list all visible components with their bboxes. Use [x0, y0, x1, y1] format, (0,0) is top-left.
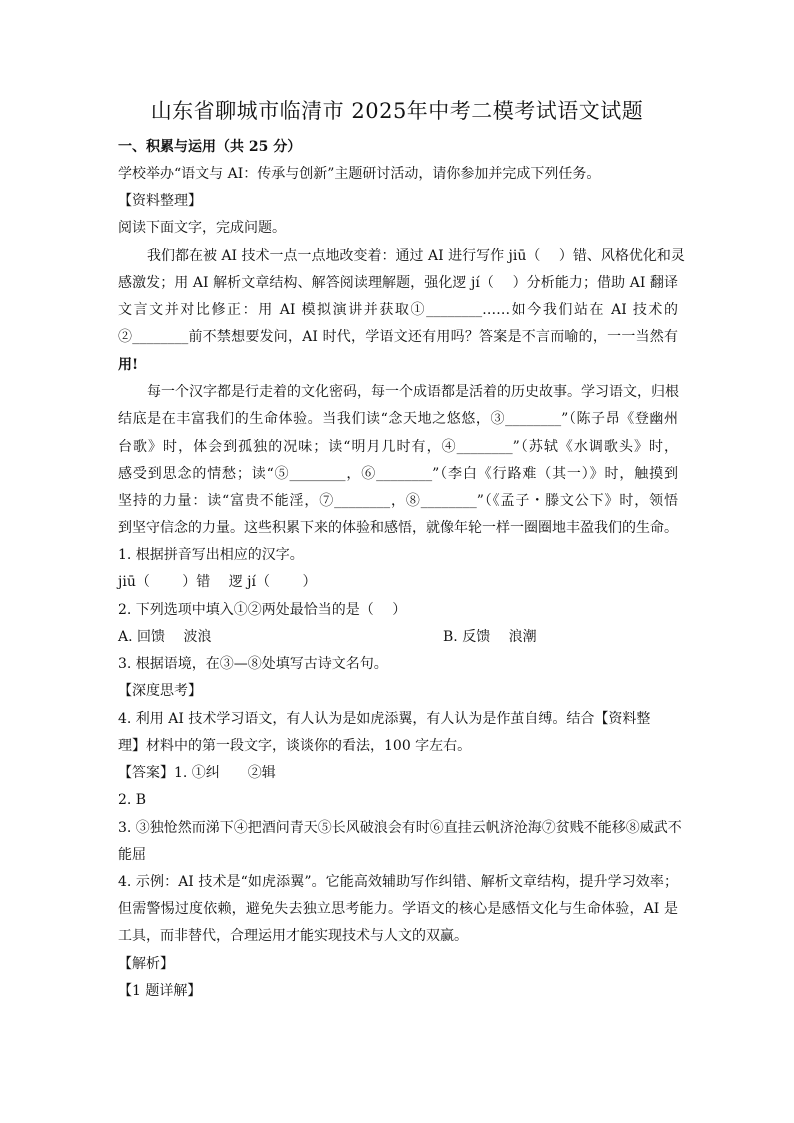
read-prompt: 阅读下面文字，完成问题。: [118, 220, 286, 236]
activity-intro: 学校举办“语文与 AI：传承与创新”主题研讨活动，请你参加并完成下列任务。: [118, 166, 601, 182]
passage-line: 坚持的力量：读“富贵不能淫，⑦________，⑧________”（《孟子・滕文公下》时，领悟: [118, 493, 678, 509]
option-b: B. 反馈 浪潮: [443, 629, 537, 645]
question-4-cont: 理】材料中的第一段文字，谈谈你的看法，100 字左右。: [118, 738, 472, 754]
answer-line: 4. 示例：AI 技术是“如虎添翼”。它能高效辅助写作纠错、解析文章结构，提升学习效率；: [118, 874, 678, 890]
answer-line: 能屈: [118, 847, 146, 863]
passage-line: 每一个汉字都是行走着的文化密码，每一个成语都是活着的历史故事。学习语文，归根: [147, 384, 679, 400]
question-1: 1. 根据拼音写出相应的汉字。: [118, 547, 304, 563]
question-2: 2. 下列选项中填入①②两处最恰当的是（ ）: [118, 602, 407, 618]
passage-line: 到坚守信念的力量。这些积累下来的体验和感悟，就像年轮一样一圈圈地丰盈我们的生命。: [118, 520, 678, 536]
passage-line: 文言文并对比修正：用 AI 模拟演讲并获取①________……如今我们站在 AI 技术的: [118, 302, 678, 318]
material-tag: 【资料整理】: [118, 193, 202, 209]
analysis-tag: 【解析】: [118, 956, 174, 972]
answer-line: 3. ③独怆然而涕下④把酒问青天⑤长风破浪会有时⑥直挂云帆济沧海⑦贫贱不能移⑧威武不: [118, 820, 682, 836]
question-4: 4. 利用 AI 技术学习语文，有人认为是如虎添翼，有人认为是作茧自缚。结合【资料整: [118, 711, 651, 727]
passage-line: 结底是在丰富我们的生命体验。当我们读“念天地之悠悠，③________”（陈子昂《登幽州: [118, 411, 678, 427]
question-1-blanks: jiū（ ）错 逻 jí（ ）: [118, 574, 317, 590]
passage-line: 感激发；用 AI 解析文章结构、解答阅读理解题，强化逻 jí（ ）分析能力；借助 AI 翻译: [118, 275, 678, 291]
section-heading: 一、积累与运用（共 25 分）: [118, 139, 302, 155]
question-3: 3. 根据语境，在③—⑧处填写古诗文名句。: [118, 656, 388, 672]
answer-line: 2. B: [118, 792, 147, 808]
q1-detail-tag: 【1 题详解】: [118, 983, 202, 999]
passage-line: 台歌》时，体会到孤独的况味；读“明月几时有，④________”（苏轼《水调歌头》时，: [118, 439, 678, 455]
answer-line: 工具，而非替代，合理运用才能实现技术与人文的双赢。: [118, 928, 468, 944]
passage-line: 感受到思念的情愁；读“⑤________，⑥________”（李白《行路难（其一）》时，触摸到: [118, 466, 678, 482]
passage-line: 用!: [118, 357, 139, 373]
passage-line: 我们都在被 AI 技术一点一点地改变着：通过 AI 进行写作 jiū（ ）错、风格优化和灵: [147, 248, 685, 264]
answer-line: 【答案】1. ①纠 ②辑: [118, 765, 276, 781]
deep-thinking-tag: 【深度思考】: [118, 683, 202, 699]
answer-line: 但需警惕过度依赖，避免失去独立思考能力。学语文的核心是感悟文化与生命体验，AI 是: [118, 901, 678, 917]
option-a: A. 回馈 波浪: [118, 629, 212, 645]
passage-line: ②________前不禁想要发问，AI 时代，学语文还有用吗？答案是不言而喻的，一一当然有: [118, 329, 678, 345]
page-title: 山东省聊城市临清市 2025年中考二模考试语文试题: [150, 99, 644, 123]
